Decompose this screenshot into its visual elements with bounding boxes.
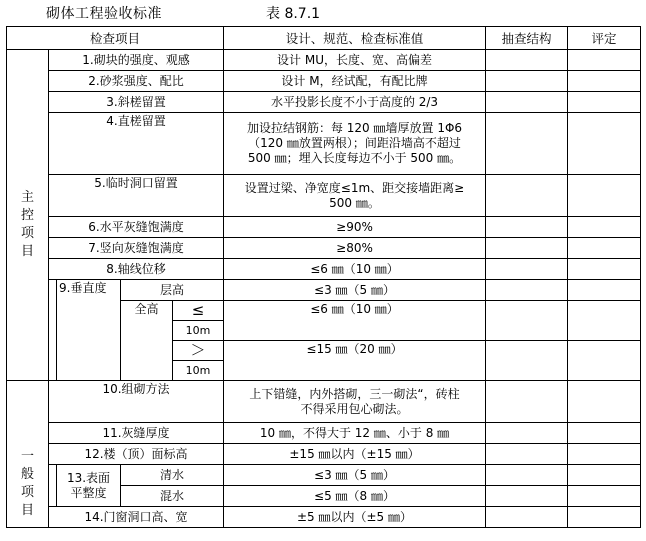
category-general: 一 般 项 目 xyxy=(7,381,49,528)
rating-cell xyxy=(568,113,641,175)
item-spacer xyxy=(49,280,57,381)
table-row xyxy=(7,71,641,92)
result-cell xyxy=(486,486,568,507)
standard-value: ≤3 ㎜（5 ㎜） xyxy=(224,465,486,486)
header-standard: 设计、规范、检查标准值 xyxy=(224,27,486,50)
rating-cell xyxy=(568,444,641,465)
item-label: 13.表面 平整度 xyxy=(57,465,121,507)
item-label: 7.竖向灰缝饱满度 xyxy=(49,238,224,259)
item-label: 11.灰缝厚度 xyxy=(49,423,224,444)
rating-cell xyxy=(568,217,641,238)
sub-item-full-height: 全高 xyxy=(121,301,173,381)
header-rating: 评定 xyxy=(568,27,641,50)
table-header-row xyxy=(7,27,641,50)
rating-cell xyxy=(568,341,641,381)
sub-item-gt-unit: 10m xyxy=(173,361,224,381)
standard-value: 上下错缝，内外搭砌，三一砌法“，砖柱 不得采用包心砌法。 xyxy=(224,381,486,423)
result-cell xyxy=(486,465,568,486)
rating-cell xyxy=(568,301,641,341)
result-cell xyxy=(486,113,568,175)
rating-cell xyxy=(568,175,641,217)
standard-value: 10 ㎜，不得大于 12 ㎜、小于 8 ㎜ xyxy=(224,423,486,444)
rating-cell xyxy=(568,280,641,301)
table-number: 表 8.7.1 xyxy=(266,6,321,22)
item-label: 1.砌块的强度、观感 xyxy=(49,50,224,71)
standard-value: 设置过梁、净宽度≤1m、距交接墙距离≥ 500 ㎜。 xyxy=(224,175,486,217)
item-label: 6.水平灰缝饱满度 xyxy=(49,217,224,238)
rating-cell xyxy=(568,381,641,423)
table-row xyxy=(7,50,641,71)
item-label: 3.斜槎留置 xyxy=(49,92,224,113)
standard-value: ≥80% xyxy=(224,238,486,259)
sub-item-clear: 清水 xyxy=(121,465,224,486)
standard-value: ≥90% xyxy=(224,217,486,238)
sub-item-le-unit: 10m xyxy=(173,321,224,341)
result-cell xyxy=(486,381,568,423)
sub-item-le-symbol: ≤ xyxy=(173,301,224,321)
table-row xyxy=(7,381,641,423)
table-row xyxy=(7,259,641,280)
sub-item-floor: 层高 xyxy=(121,280,224,301)
table-row xyxy=(7,507,641,528)
standard-value: ±15 ㎜以内（±15 ㎜） xyxy=(224,444,486,465)
table-row xyxy=(7,217,641,238)
result-cell xyxy=(486,175,568,217)
category-main-control: 主 控 项 目 xyxy=(7,50,49,381)
table-row xyxy=(7,423,641,444)
result-cell xyxy=(486,217,568,238)
standard-value: 加设拉结钢筋：每 120 ㎜墙厚放置 1Φ6 （120 ㎜放置两根）；间距沿墙高不超过 500 ㎜；埋入长度每边不小于 500 ㎜。 xyxy=(224,113,486,175)
item-label: 4.直槎留置 xyxy=(49,113,224,175)
table-row xyxy=(7,444,641,465)
table-row xyxy=(7,280,641,301)
result-cell xyxy=(486,507,568,528)
item-label: 10.组砌方法 xyxy=(49,381,224,423)
rating-cell xyxy=(568,486,641,507)
result-cell xyxy=(486,423,568,444)
header-item: 检查项目 xyxy=(7,27,224,50)
standard-value: 设计 MU，长度、宽、高偏差 xyxy=(224,50,486,71)
table-row xyxy=(7,238,641,259)
rating-cell xyxy=(568,507,641,528)
standard-value: 设计 M，经试配，有配比牌 xyxy=(224,71,486,92)
result-cell xyxy=(486,301,568,341)
document-title: 砌体工程验收标准 xyxy=(46,6,162,22)
item-label: 12.楼（顶）面标高 xyxy=(49,444,224,465)
result-cell xyxy=(486,341,568,381)
item-label: 14.门窗洞口高、宽 xyxy=(49,507,224,528)
standard-value: ≤5 ㎜（8 ㎜） xyxy=(224,486,486,507)
standard-value: ≤6 ㎜（10 ㎜） xyxy=(224,259,486,280)
result-cell xyxy=(486,259,568,280)
rating-cell xyxy=(568,71,641,92)
header-result: 抽查结构 xyxy=(486,27,568,50)
table-row xyxy=(7,92,641,113)
standard-value: ≤3 ㎜（5 ㎜） xyxy=(224,280,486,301)
item-label: 2.砂浆强度、配比 xyxy=(49,71,224,92)
standard-value: 水平投影长度不小于高度的 2/3 xyxy=(224,92,486,113)
result-cell xyxy=(486,92,568,113)
item-label: 5.临时洞口留置 xyxy=(49,175,224,217)
table-row xyxy=(7,465,641,486)
item-label: 8.轴线位移 xyxy=(49,259,224,280)
item-label: 9.垂直度 xyxy=(57,280,121,381)
result-cell xyxy=(486,71,568,92)
result-cell xyxy=(486,280,568,301)
sub-item-gt-symbol: ＞ xyxy=(173,341,224,361)
standard-value: ±5 ㎜以内（±5 ㎜） xyxy=(224,507,486,528)
standard-value: ≤6 ㎜（10 ㎜） xyxy=(224,301,486,341)
rating-cell xyxy=(568,238,641,259)
table-row xyxy=(7,113,641,175)
result-cell xyxy=(486,444,568,465)
rating-cell xyxy=(568,259,641,280)
item-spacer xyxy=(49,465,57,507)
rating-cell xyxy=(568,465,641,486)
sub-item-mixed: 混水 xyxy=(121,486,224,507)
rating-cell xyxy=(568,50,641,71)
result-cell xyxy=(486,238,568,259)
result-cell xyxy=(486,50,568,71)
standard-value: ≤15 ㎜（20 ㎜） xyxy=(224,341,486,381)
acceptance-standard-table xyxy=(6,26,641,528)
rating-cell xyxy=(568,92,641,113)
table-row xyxy=(7,175,641,217)
rating-cell xyxy=(568,423,641,444)
